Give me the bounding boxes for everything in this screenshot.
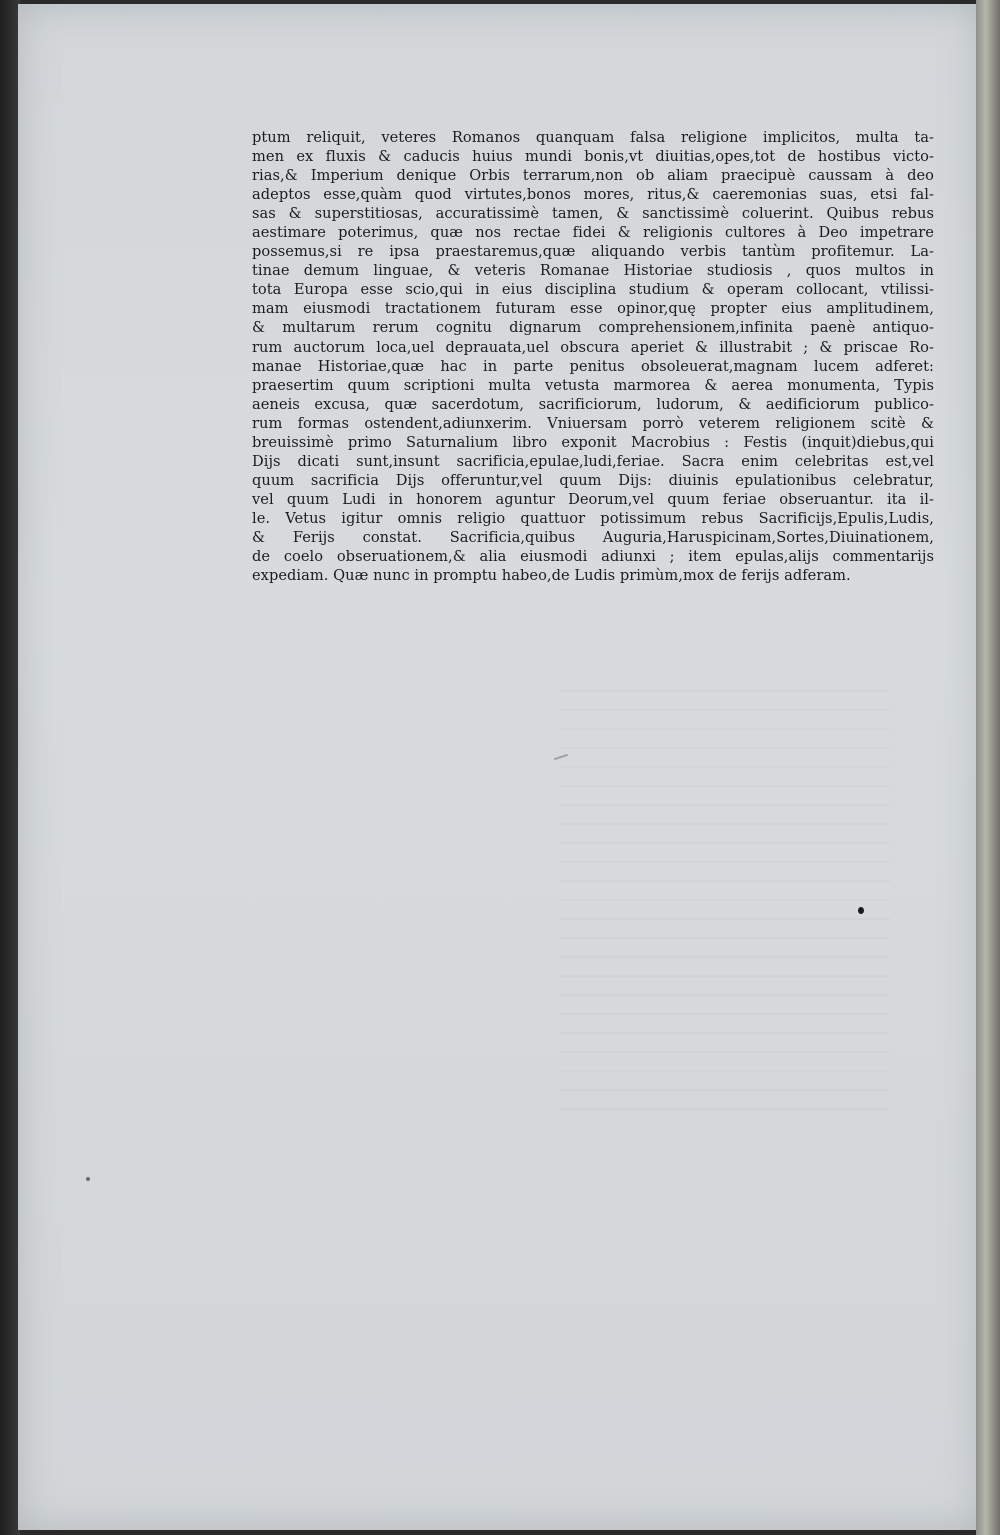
text-line: possemus,si re ipsa praestaremus,quæ aliquando verbis tantùm profitemur. La- [252, 243, 934, 261]
text-line: rum auctorum loca,uel deprauata,uel obscura aperiet & illustrabit ; & priscae Ro- [252, 338, 934, 356]
ink-dot [858, 907, 864, 914]
page-fore-edge [976, 0, 1000, 1535]
body-text [252, 128, 934, 585]
text-line: aestimare poterimus, quæ nos rectae fidei & religionis cultores à Deo impetrare [252, 224, 934, 242]
text-line: breuissimè primo Saturnalium libro exponit Macrobius : Festis (inquit)diebus,qui [252, 433, 934, 451]
text-line: quum sacrificia Dijs offeruntur,vel quum Dijs: diuinis epulationibus celebratur, [252, 471, 934, 489]
text-line: manae Historiae,quæ hac in parte penitus obsoleuerat,magnam lucem adferet: [252, 357, 934, 375]
text-line: Dijs dicati sunt,insunt sacrificia,epulae,ludi,feriae. Sacra enim celebritas est,vel [252, 452, 934, 470]
text-line: adeptos esse,quàm quod virtutes,bonos mores, ritus,& caeremonias suas, etsi fal- [252, 186, 934, 204]
text-line: de coelo obseruationem,& alia eiusmodi adiunxi ; item epulas,alijs commentarijs [252, 548, 934, 566]
text-line: rias,& Imperium denique Orbis terrarum,non ob aliam praecipuè caussam à deo [252, 167, 934, 185]
text-line: ptum reliquit, veteres Romanos quanquam falsa religione implicitos, multa ta- [252, 129, 934, 146]
paper-speck [86, 1177, 90, 1181]
text-line: praesertim quum scriptioni multa vetusta marmorea & aerea monumenta, Typis [252, 376, 934, 394]
text-line: tota Europa esse scio,qui in eius disciplina studium & operam collocant, vtilissi- [252, 281, 934, 299]
text-line: le. Vetus igitur omnis religio quattuor potissimum rebus Sacrificijs,Epulis,Ludis, [252, 509, 934, 527]
text-line: sas & superstitiosas, accuratissimè tamen, & sanctissimè coluerint. Quibus rebus [252, 205, 934, 223]
text-line: vel quum Ludi in honorem aguntur Deorum,vel quum feriae obseruantur. ita il- [252, 490, 934, 508]
text-line: mam eiusmodi tractationem futuram esse opinor,quę propter eius amplitudinem, [252, 300, 934, 318]
scan-left-edge [0, 0, 20, 1535]
text-line: & multarum rerum cognitu dignarum comprehensionem,infinita paenè antiquo- [252, 319, 934, 337]
text-line: expediam. Quæ nunc in promptu habeo,de Ludis primùm,mox de ferijs adferam. [252, 567, 851, 585]
text-line: tinae demum linguae, & veteris Romanae Historiae studiosis , quos multos in [252, 262, 934, 280]
text-line: aeneis excusa, quæ sacerdotum, sacrificiorum, ludorum, & aedificiorum publico- [252, 395, 934, 413]
text-line: & Ferijs constat. Sacrificia,quibus Auguria,Haruspicinam,Sortes,Diuinationem, [252, 528, 934, 546]
text-line: rum formas ostendent,adiunxerim. Vniuersam porrò veterem religionem scitè & [252, 414, 934, 432]
show-through-text [560, 690, 890, 1110]
text-line: men ex fluxis & caducis huius mundi bonis,vt diuitias,opes,tot de hostibus victo- [252, 148, 934, 166]
